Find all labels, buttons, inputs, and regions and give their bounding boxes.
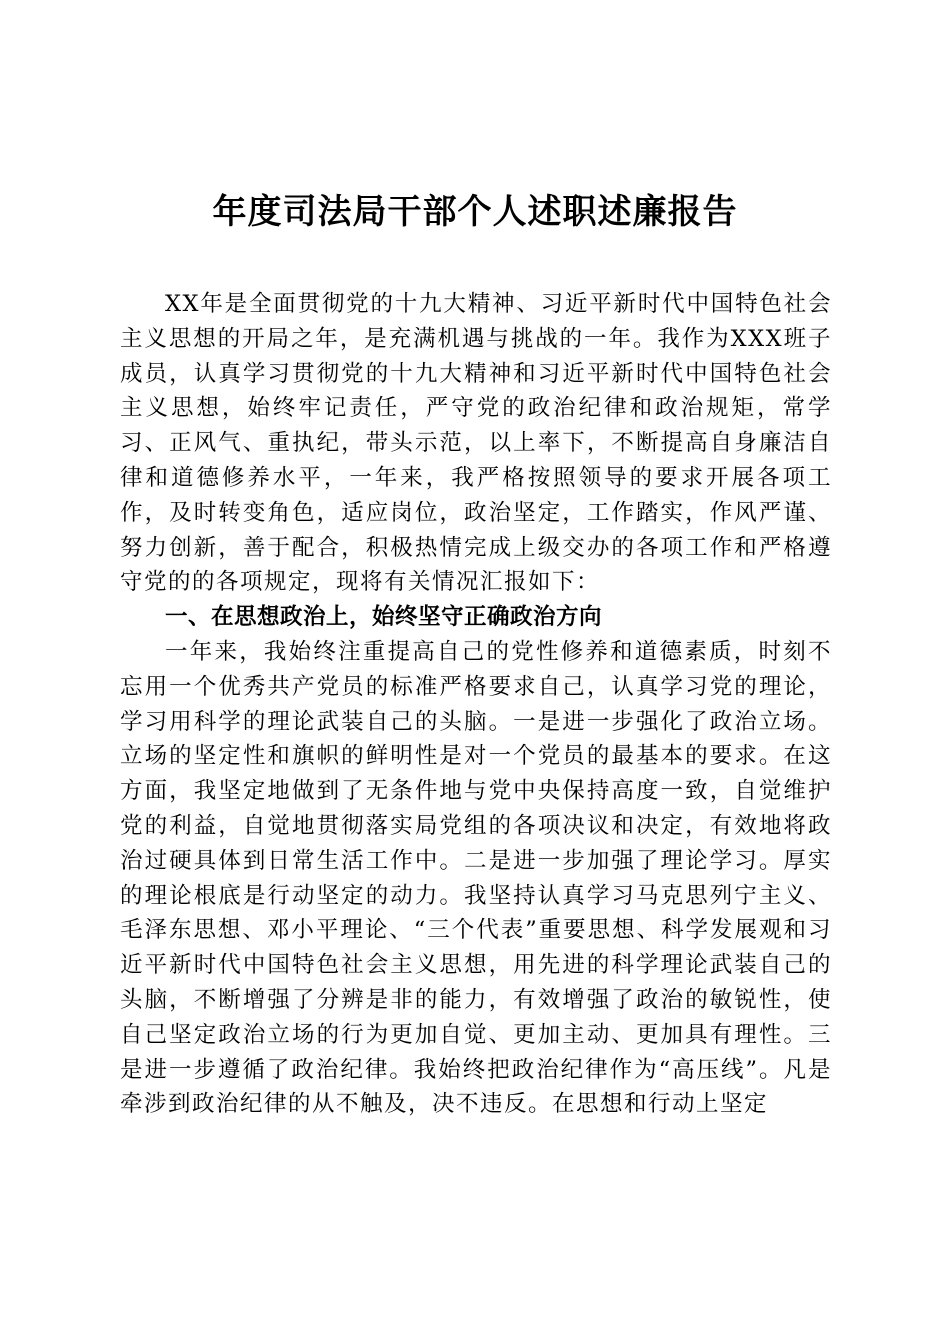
section-paragraph: 一年来，我始终注重提高自己的党性修养和道德素质，时刻不忘用一个优秀共产党员的标准严格要求自己，认真学习党的理论，学习用科学的理论武装自己的头脑。一是进一步强化了政治立场。立场的坚定性和旗帜的鲜明性是对一个党员的最基本的要求。在这方面，我坚定地做到了无条件地与党中央保持高度一致，自觉维护党的利益，自觉地贯彻落实局党组的各项决议和决定，有效地将政治过硬具体到日常生活工作中。二是进一步加强了理论学习。厚实的理论根底是行动坚定的动力。我坚持认真学习马克思列宁主义、毛泽东思想、邓小平理论、“三个代表”重要思想、科学发展观和习近平新时代中国特色社会主义思想，用先进的科学理论武装自己的头脑，不断增强了分辨是非的能力，有效增强了政治的敏锐性，使自己坚定政治立场的行为更加自觉、更加主动、更加具有理性。三是进一步遵循了政治纪律。我始终把政治纪律作为“高压线”。凡是牵涉到政治纪律的从不触及，决不违反。在思想和行动上坚定 <box>120 638 832 1118</box>
section-heading: 一、在思想政治上，始终坚守正确政治方向 <box>165 604 603 631</box>
document-body <box>120 287 832 1122</box>
document-title: 年度司法局干部个人述职述廉报告 <box>212 192 738 232</box>
intro-paragraph: XX年是全面贯彻党的十九大精神、习近平新时代中国特色社会主义思想的开局之年，是充满机遇与挑战的一年。我作为XXX班子成员，认真学习贯彻党的十九大精神和习近平新时代中国特色社会主义思想，始终牢记责任，严守党的政治纪律和政治规矩，常学习、正风气、重执纪，带头示范，以上率下，不断提高自身廉洁自律和道德修养水平，一年来，我严格按照领导的要求开展各项工作，及时转变角色，适应岗位，政治坚定，工作踏实，作风严谨、努力创新，善于配合，积极热情完成上级交办的各项工作和严格遵守党的的各项规定，现将有关情况汇报如下： <box>120 291 832 596</box>
